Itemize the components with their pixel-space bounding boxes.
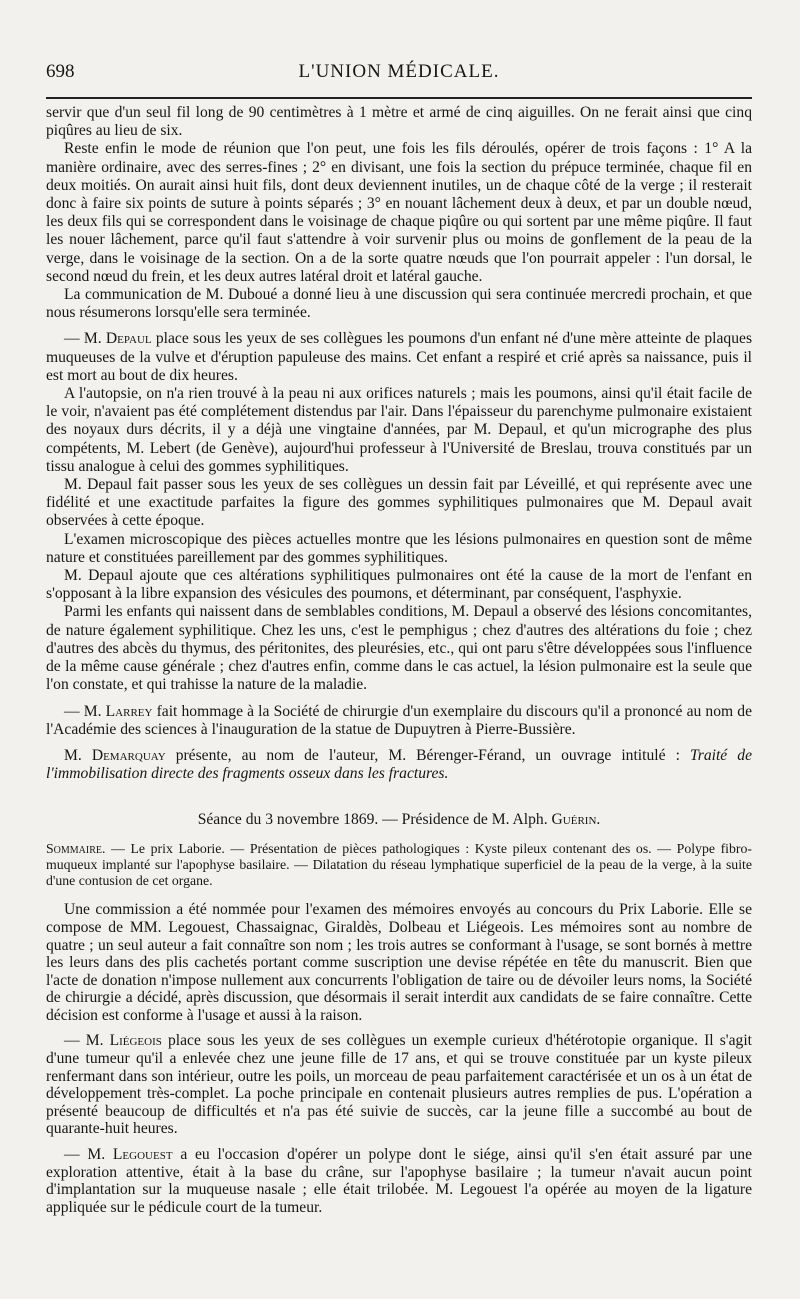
article-body [46, 104, 752, 1216]
paragraph: L'examen microscopique des pièces actuelles montre que les lésions pulmonaires en question sont de même nature et constituées pareillement par des gommes syphilitiques. [46, 530, 752, 566]
book-title: Traité de l'immobilisation directe des fragments osseux dans les fractures. [46, 746, 753, 783]
paragraph: A l'autopsie, on n'a rien trouvé à la peau ni aux orifices naturels ; mais les poumons, ainsi qu'il était facile de le voir, n'avaient pas été complétement distendus par l'air. Dans l'épaisseur du parenchyme pulmonaire existaient des noyaux durs décrits, il y a déjà une vingtaine d'années, par M. Depaul, et qu'un micrographe des plus compétents, M. Lebert (de Genève), aujourd'hui professeur à l'Université de Breslau, trouva constitués par un tissu analogue à celui des gommes syphilitiques. [46, 385, 752, 475]
session-heading: Séance du 3 novembre 1869. — Présidence de M. Alph. Guérin. [197, 811, 601, 829]
paragraph: — M. Larrey fait hommage à la Société de chirurgie d'un exemplaire du discours qu'il a prononcé au nom de l'Académie des sciences à l'inauguration de la statue de Dupuytren à Pierre-Bussière. [46, 702, 753, 738]
paragraph: M. Demarquay présente, au nom de l'auteur, M. Bérenger-Férand, un ouvrage intitulé : Traité de l'immobilisation directe des fragments osseux dans les fractures. [46, 746, 753, 783]
paragraph: M. Depaul fait passer sous les yeux de ses collègues un dessin fait par Léveillé, et qui représente avec une fidélité et une exactitude parfaites la figure des gommes syphilitiques pulmonaires que M. Depaul avait observées à cette époque. [46, 476, 752, 530]
paragraph: — M. Depaul place sous les yeux de ses collègues les poumons d'un enfant né d'une mère atteinte de plaques muqueuses de la vulve et d'éruption papuleuse des mains. Cet enfant a respiré et crié après sa naissance, puis il est mort au bout de dix heures. [46, 330, 753, 384]
paragraph: Reste enfin le mode de réunion que l'on peut, une fois les fils déroulés, opérer de trois façons : 1° A la manière ordinaire, avec des serres-fines ; 2° en divisant, une fois la section du prépuce terminée, chaque fil en deux moitiés. On aurait ainsi huit fils, dont deux deviennent inutiles, un de chaque côté de la verge ; il resterait donc à faire six points de suture à points séparés ; 3° en nouant lâchement deux à deux, et par un double nœud, les deux fils qui se correspondent dans le voisinage de chaque piqûre ou qui sortent par une même piqûre. Il faut les nouer lâchement, parce qu'il faut s'attendre à voir survenir plus ou moins de gonflement de la peau de la verge, dans le voisinage de la section. On a de la sorte quatre nœuds que l'on pourrait appeler : l'un dorsal, le second nœud du frein, et les deux autres latéral droit et latéral gauche. [46, 140, 752, 285]
summary: Sommaire. — Le prix Laborie. — Présentation de pièces pathologiques : Kyste pileux contenant des os. — Polype fibro-muqueux implanté sur l'apophyse basilaire. — Dilatation du réseau lymphatique superficiel de la peau de la verge, à la suite d'une contusion de cet organe. [46, 841, 752, 889]
page-header [46, 61, 752, 89]
speaker-name: Legouest [112, 1146, 173, 1164]
summary-label: Sommaire. [46, 841, 106, 857]
speaker-name: Liégeois [109, 1032, 162, 1050]
speaker-name: Demarquay [91, 746, 166, 764]
paragraph: M. Depaul ajoute que ces altérations syphilitiques pulmonaires ont été la cause de la mort de l'enfant en s'opposant à la libre expansion des vésicules des poumons, et déterminant, par conséquent, l'asphyxie. [46, 567, 752, 603]
speaker-name: Larrey [105, 702, 153, 720]
speaker-name: Depaul [105, 330, 152, 348]
page-number: 698 [46, 61, 75, 82]
paragraph: servir que d'un seul fil long de 90 centimètres à 1 mètre et armé de cinq aiguilles. On ne ferait ainsi que cinq piqûres au lieu de six. [46, 104, 752, 140]
paragraph: Parmi les enfants qui naissent dans de semblables conditions, M. Depaul a observé des lésions concomitantes, de nature également syphilitique. Chez les uns, c'est le pemphigus ; chez d'autres des altérations du foie ; chez d'autres des abcès du thymus, des péritonites, des pleurésies, etc., qui ont paru s'être développées sous l'influence de la même cause générale ; chez d'autres enfin, comme dans le cas actuel, la lésion pulmonaire est la seule que l'on constate, et qui trahisse la nature de la maladie. [46, 603, 752, 694]
header-rule [46, 97, 752, 99]
paragraph: La communication de M. Duboué a donné lieu à une discussion qui sera continuée mercredi prochain, et que nous résumerons lorsqu'elle sera terminée. [46, 286, 752, 322]
paragraph: — M. Liégeois place sous les yeux de ses collègues un exemple curieux d'hétérotopie organique. Il s'agit d'une tumeur qu'il a enlevée chez une jeune fille de 17 ans, et qui se trouve constituée par un kyste pileux renfermant dans son intérieur, outre les poils, un morceau de peau parfaitement caractérisée et un os à un état de développement très-complet. La poche principale en contenait plusieurs autres remplies de pus. L'opération a présenté beaucoup de difficultés et n'a pas été suivie de succès, car la jeune fille a succombé au bout de quarante-huit heures. [46, 1032, 752, 1138]
running-title: L'UNION MÉDICALE. [298, 61, 500, 82]
paragraph: Une commission a été nommée pour l'examen des mémoires envoyés au concours du Prix Laborie. Elle se compose de MM. Legouest, Chassaignac, Giraldès, Dolbeau et Liégeois. Les mémoires sont au nombre de quatre ; un seul auteur a fait connaître son nom ; les trois autres se conformant à l'usage, se sont bornés à mettre les leurs dans des plis cachetés portant comme suscription une devise répétée en tête du manuscrit. Bien que l'acte de donation n'impose nullement aux concurrents l'obligation de taire ou de dévoiler leurs noms, la Société de chirurgie a décidé, après discussion, que désormais il serait interdit aux candidats de se faire connaître. Cette décision est conforme à l'usage et aussi à la raison. [46, 901, 752, 1024]
paragraph: — M. Legouest a eu l'occasion d'opérer un polype dont le siége, ainsi qu'il s'en était assuré par une exploration attentive, était à la base du crâne, sur l'apophyse basilaire ; la tumeur n'avait aucun point d'implantation sur la muqueuse nasale ; elle était trilobée. M. Legouest l'a opérée au moyen de la ligature appliquée sur le pédicule court de la tumeur. [46, 1146, 752, 1216]
